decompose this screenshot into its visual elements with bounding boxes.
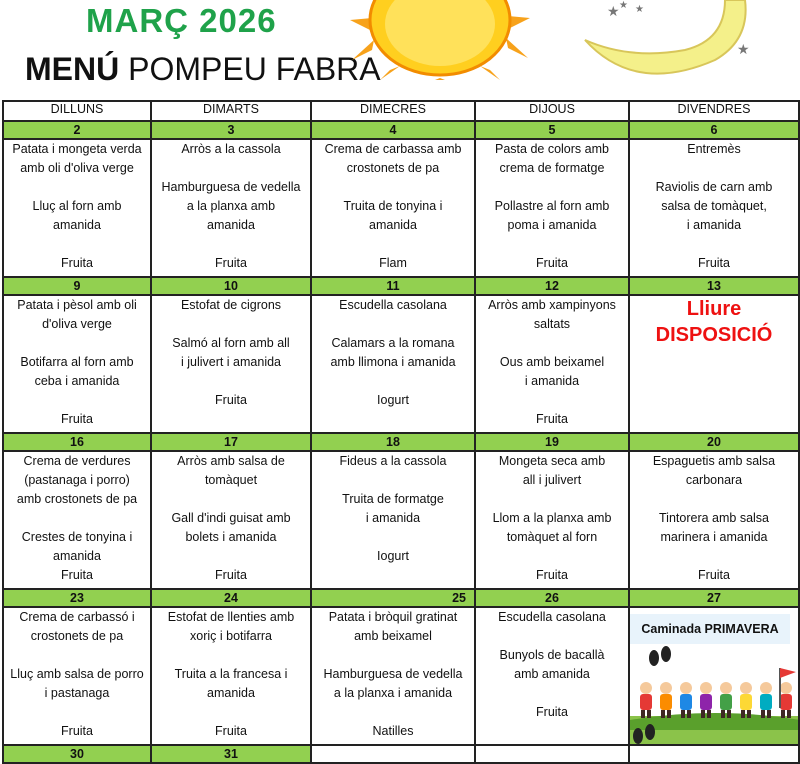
dish-line: Arròs amb xampinyons — [488, 298, 616, 312]
menu-row — [3, 451, 799, 589]
dish-line: amanida — [53, 218, 101, 232]
dish-line: amb llimona i amanida — [330, 355, 456, 369]
date-cell: 6 — [629, 121, 799, 139]
dessert-label: Fruita — [215, 724, 247, 738]
dish-line: tomàquet — [204, 473, 258, 487]
dish-line: amanida — [53, 549, 101, 563]
weekday-header-row — [3, 101, 799, 121]
dish-line: Pollastre al forn amb — [494, 199, 610, 213]
dish-line: Llom a la planxa amb — [492, 511, 612, 525]
menu-cell — [151, 451, 311, 589]
dish-line: Crema de verdures — [23, 454, 131, 468]
date-row — [3, 121, 799, 139]
date-cell: 9 — [3, 277, 151, 295]
dessert-label: Flam — [379, 256, 407, 270]
dish-line: crema de formatge — [499, 161, 605, 175]
menu-cell — [475, 451, 629, 589]
dessert-label: Fruita — [536, 568, 568, 582]
dish-line: Raviolis de carn amb — [655, 180, 773, 194]
dish-line: Crema de carbassa amb — [324, 142, 462, 156]
spacer — [152, 490, 310, 509]
date-cell: 23 — [3, 589, 151, 607]
dish-line: saltats — [533, 317, 571, 331]
dish-line: Escudella casolana — [498, 610, 606, 624]
dish-line: Fruita — [215, 393, 247, 407]
dessert-label: Fruita — [61, 568, 93, 582]
dish-line: Iogurt — [377, 393, 409, 407]
menu-cell — [151, 607, 311, 745]
dish-line: Mongeta seca amb — [498, 454, 606, 468]
date-cell: 30 — [3, 745, 151, 763]
spacer — [312, 235, 474, 254]
dessert-label: Fruita — [215, 568, 247, 582]
dish-line: carbonara — [685, 473, 743, 487]
dish-line: i amanida — [524, 374, 580, 388]
date-cell: 31 — [151, 745, 311, 763]
menu-cell — [475, 607, 629, 745]
dessert-label: Fruita — [215, 256, 247, 270]
date-row — [3, 745, 799, 763]
dish-line: i pastanaga — [44, 686, 110, 700]
date-cell: 25 — [311, 589, 475, 607]
spacer — [312, 703, 474, 722]
sun-icon — [350, 0, 530, 80]
spacer — [152, 372, 310, 391]
menu-word: MENÚ — [25, 51, 120, 87]
dessert-label: Natilles — [372, 724, 414, 738]
dish-line: Calamars a la romana — [331, 336, 455, 350]
dish-line: amanida — [369, 218, 417, 232]
spacer — [4, 509, 150, 528]
dish-line: Gall d'indi guisat amb — [171, 511, 291, 525]
dish-line: Lluç al forn amb — [32, 199, 122, 213]
menu-cell — [629, 607, 799, 745]
spacer — [4, 178, 150, 197]
weekly-menu-table — [2, 100, 800, 764]
dish-line: amanida — [207, 218, 255, 232]
menu-cell — [311, 607, 475, 745]
menu-cell — [629, 295, 799, 433]
dish-line: Hamburguesa de vedella — [161, 180, 301, 194]
dish-line: Ous amb beixamel — [499, 355, 605, 369]
dish-line: Escudella casolana — [339, 298, 447, 312]
spring-walk-label: Caminada PRIMAVERA — [630, 614, 790, 644]
dish-line: amanida — [207, 686, 255, 700]
spacer — [630, 159, 798, 178]
dish-line: poma i amanida — [507, 218, 597, 232]
dish-line: amb crostonets de pa — [16, 492, 138, 506]
dessert-label: Fruita — [61, 256, 93, 270]
menu-cell — [3, 451, 151, 589]
date-cell: 5 — [475, 121, 629, 139]
spacer — [152, 235, 310, 254]
dish-line: amb oli d'oliva verge — [20, 161, 134, 175]
dish-line: a la planxa amb — [186, 199, 276, 213]
menu-cell — [311, 139, 475, 277]
dish-line: xoriç i botifarra — [190, 629, 272, 643]
dessert-label: Fruita — [698, 256, 730, 270]
menu-row — [3, 139, 799, 277]
date-row — [3, 277, 799, 295]
dessert-label: Fruita — [698, 568, 730, 582]
dish-line: i amanida — [686, 218, 742, 232]
month-title: MARÇ 2026 — [86, 2, 277, 39]
moon-icon — [575, 0, 755, 90]
spacer — [476, 684, 628, 703]
spacer — [4, 235, 150, 254]
dish-line: Patata i bròquil gratinat — [328, 610, 458, 624]
spacer — [312, 372, 474, 391]
svg-text:★: ★ — [737, 42, 750, 58]
dish-line: Estofat de llenties amb — [167, 610, 295, 624]
spacer — [312, 178, 474, 197]
spacer — [4, 646, 150, 665]
dish-line: Botifarra al forn amb — [20, 355, 134, 369]
dish-line: Arròs amb salsa de — [177, 454, 285, 468]
dish-line: Entremès — [687, 142, 741, 156]
date-row — [3, 589, 799, 607]
dish-line: Truita de formatge — [342, 492, 444, 506]
date-cell: 19 — [475, 433, 629, 451]
dish-line: Fruita — [536, 705, 568, 719]
dish-line: Bunyols de bacallà — [499, 648, 605, 662]
dish-line: bolets i amanida — [185, 530, 277, 544]
date-row — [3, 433, 799, 451]
dish-line: Arròs a la cassola — [181, 142, 281, 156]
date-cell: 26 — [475, 589, 629, 607]
svg-text:★: ★ — [619, 0, 628, 11]
dish-line: Patata i mongeta verda — [12, 142, 142, 156]
spacer — [476, 235, 628, 254]
dish-line: tomàquet al forn — [506, 530, 598, 544]
spacer — [152, 315, 310, 334]
dish-line: Pasta de colors amb — [495, 142, 609, 156]
menu-cell — [311, 295, 475, 433]
spacer — [630, 235, 798, 254]
dish-line: Hamburguesa de vedella — [323, 667, 463, 681]
spring-walk-event — [630, 608, 798, 744]
dish-line: i julivert i amanida — [180, 355, 282, 369]
date-cell: 27 — [629, 589, 799, 607]
spacer — [152, 159, 310, 178]
dish-line: (pastanaga i porro) — [24, 473, 130, 487]
dish-line: marinera i amanida — [660, 530, 768, 544]
dish-line: a la planxa i amanida — [333, 686, 453, 700]
dish-line: Tintorera amb salsa — [659, 511, 769, 525]
dish-line: Truita de tonyina i — [343, 199, 443, 213]
date-cell: 24 — [151, 589, 311, 607]
dish-line: amb beixamel — [354, 629, 432, 643]
spacer — [152, 646, 310, 665]
spacer — [312, 471, 474, 490]
date-cell: 17 — [151, 433, 311, 451]
dish-line: ceba i amanida — [34, 374, 120, 388]
menu-cell — [629, 139, 799, 277]
spacer — [312, 528, 474, 547]
menu-cell — [3, 607, 151, 745]
day-header: DIMARTS — [151, 101, 311, 121]
dessert-label: Fruita — [536, 256, 568, 270]
spacer — [630, 490, 798, 509]
menu-cell — [151, 295, 311, 433]
dish-line: Patata i pèsol amb oli — [17, 298, 137, 312]
spacer — [312, 315, 474, 334]
menu-cell — [3, 139, 151, 277]
day-header: DILLUNS — [3, 101, 151, 121]
date-cell: 20 — [629, 433, 799, 451]
date-cell: 18 — [311, 433, 475, 451]
day-header: DIJOUS — [475, 101, 629, 121]
dish-line: Espaguetis amb salsa — [652, 454, 776, 468]
children-walking-icon — [630, 608, 799, 744]
dish-line: i amanida — [365, 511, 421, 525]
dish-line: all i julivert — [522, 473, 582, 487]
dish-line: salsa de tomàquet, — [661, 199, 767, 213]
spacer — [476, 334, 628, 353]
dish-line: Iogurt — [377, 549, 409, 563]
spacer — [476, 547, 628, 566]
dish-line: d'oliva verge — [42, 317, 112, 331]
menu-cell — [629, 451, 799, 589]
menu-title — [25, 51, 381, 88]
spacer — [4, 391, 150, 410]
dish-line: crostonets de pa — [30, 629, 124, 643]
svg-text:★: ★ — [635, 4, 644, 15]
free-day-label: DISPOSICIÓ — [655, 324, 773, 346]
spacer — [4, 334, 150, 353]
free-day-label: Lliure — [686, 298, 742, 320]
school-name: POMPEU FABRA — [128, 51, 381, 87]
date-cell: 3 — [151, 121, 311, 139]
menu-cell — [3, 295, 151, 433]
spacer — [4, 703, 150, 722]
date-cell: 16 — [3, 433, 151, 451]
dessert-label: Fruita — [61, 412, 93, 426]
dish-line: Crestes de tonyina i — [21, 530, 133, 544]
date-cell: 12 — [475, 277, 629, 295]
menu-row — [3, 607, 799, 745]
spacer — [152, 547, 310, 566]
date-cell: 4 — [311, 121, 475, 139]
dessert-label: Fruita — [61, 724, 93, 738]
spacer — [152, 703, 310, 722]
menu-cell — [151, 139, 311, 277]
dish-line: Fideus a la cassola — [339, 454, 447, 468]
day-header: DIVENDRES — [629, 101, 799, 121]
svg-text:★: ★ — [607, 4, 620, 20]
spacer — [476, 178, 628, 197]
spacer — [476, 627, 628, 646]
menu-cell — [475, 295, 629, 433]
day-header: DIMECRES — [311, 101, 475, 121]
spacer — [476, 490, 628, 509]
date-cell: 11 — [311, 277, 475, 295]
weeks-body — [3, 121, 799, 745]
dessert-label: Fruita — [536, 412, 568, 426]
spacer — [630, 547, 798, 566]
menu-cell — [475, 139, 629, 277]
menu-cell — [311, 451, 475, 589]
dish-line: Estofat de cigrons — [180, 298, 282, 312]
date-cell: 2 — [3, 121, 151, 139]
dish-line: Lluç amb salsa de porro — [10, 667, 144, 681]
dish-line: Salmó al forn amb all — [172, 336, 290, 350]
dish-line: Crema de carbassó i — [19, 610, 135, 624]
menu-row — [3, 295, 799, 433]
date-cell: 10 — [151, 277, 311, 295]
dish-line: amb amanida — [514, 667, 590, 681]
spacer — [476, 391, 628, 410]
dish-line: crostonets de pa — [346, 161, 440, 175]
dish-line: Truita a la francesa i — [174, 667, 288, 681]
spacer — [312, 646, 474, 665]
date-cell: 13 — [629, 277, 799, 295]
